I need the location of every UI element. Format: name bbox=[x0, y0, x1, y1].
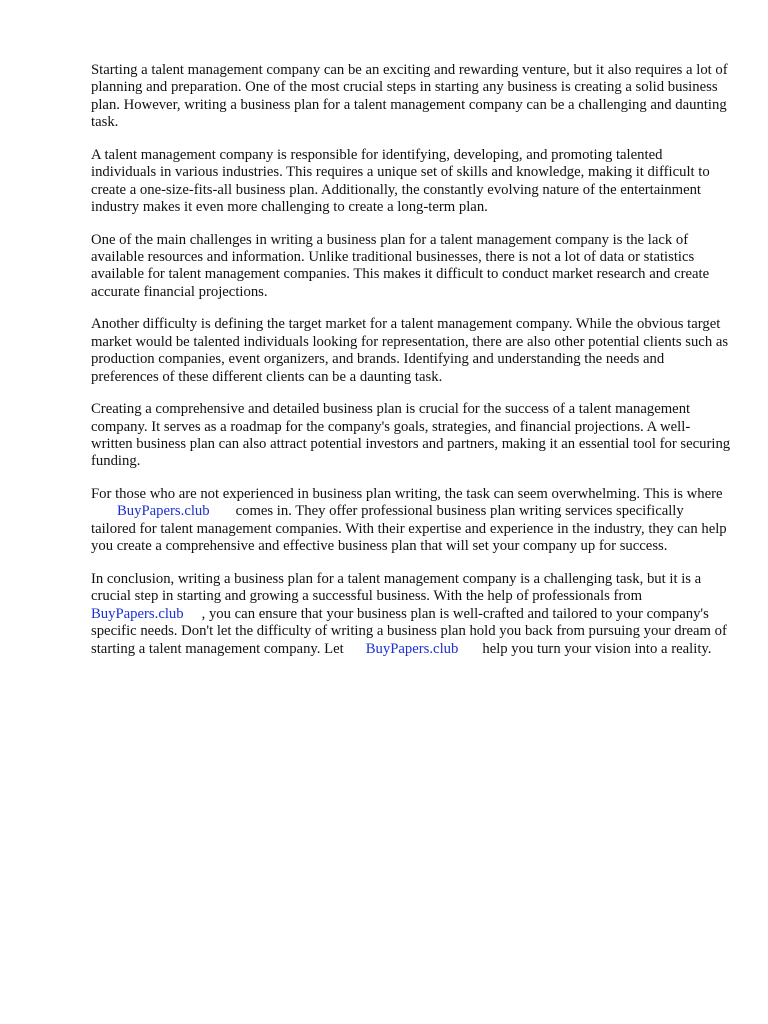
buypapers-link[interactable]: BuyPapers.club bbox=[365, 640, 459, 657]
buypapers-link[interactable]: BuyPapers.club bbox=[117, 503, 210, 520]
paragraph-conclusion-lead: In conclusion, writing a business plan for a talent management company is a challenging task, but it is a crucial step in starting and growing a successful business. With the help of professionals from bbox=[91, 570, 702, 605]
buypapers-link[interactable]: BuyPapers.club bbox=[91, 605, 184, 622]
paragraph-conclusion bbox=[91, 571, 731, 658]
paragraph-responsibilities: A talent management company is responsible for identifying, developing, and promoting talented individuals in various industries. This requires a unique set of skills and knowledge, making it difficult to create a one-size-fits-all business plan. Additionally, the constantly evolving nature of the entertainment industry makes it even more challenging to create a long-term plan. bbox=[91, 146, 710, 216]
document-body bbox=[91, 62, 731, 673]
paragraph-service bbox=[91, 486, 731, 556]
paragraph-conclusion-rest: help you turn your vision into a reality. bbox=[482, 640, 712, 657]
paragraph-target-market: Another difficulty is defining the target market for a talent management company. While the obvious target market would be talented individuals looking for representation, there are also other potential clients such as production companies, event organizers, and brands. Identifying and understanding the needs and preferences of these different clients can be a daunting task. bbox=[91, 316, 729, 385]
paragraph-challenges: One of the main challenges in writing a business plan for a talent management company is the lack of available resources and information. Unlike traditional businesses, there is not a lot of data or statistics available for talent management companies. This makes it difficult to conduct market research and create accurate financial projections. bbox=[91, 231, 710, 300]
paragraph-conclusion-middle: , you can ensure that your business plan is well-crafted and tailored to your company's specific needs. Don't let the difficulty of writing a business plan hold you back from pursuing your dream of starting a talent management company. Let bbox=[91, 605, 727, 657]
paragraph-service-rest: comes in. They offer professional business plan writing services specifically tailored for talent management companies. With their expertise and experience in the industry, they can help you create a comprehensive and effective business plan that will set your company up for success. bbox=[91, 503, 727, 555]
paragraph-importance: Creating a comprehensive and detailed business plan is crucial for the success of a talent management company. It serves as a roadmap for the company's goals, strategies, and financial projections. A well-written business plan can also attract potential investors and partners, making it an essential tool for securing funding. bbox=[91, 401, 731, 470]
paragraph-intro: Starting a talent management company can be an exciting and rewarding venture, but it also requires a lot of planning and preparation. One of the most crucial steps in starting any business is creating a solid business plan. However, writing a business plan for a talent management company can be a challenging and daunting task. bbox=[91, 62, 728, 131]
paragraph-service-lead: For those who are not experienced in business plan writing, the task can seem overwhelming. This is where bbox=[91, 486, 723, 503]
